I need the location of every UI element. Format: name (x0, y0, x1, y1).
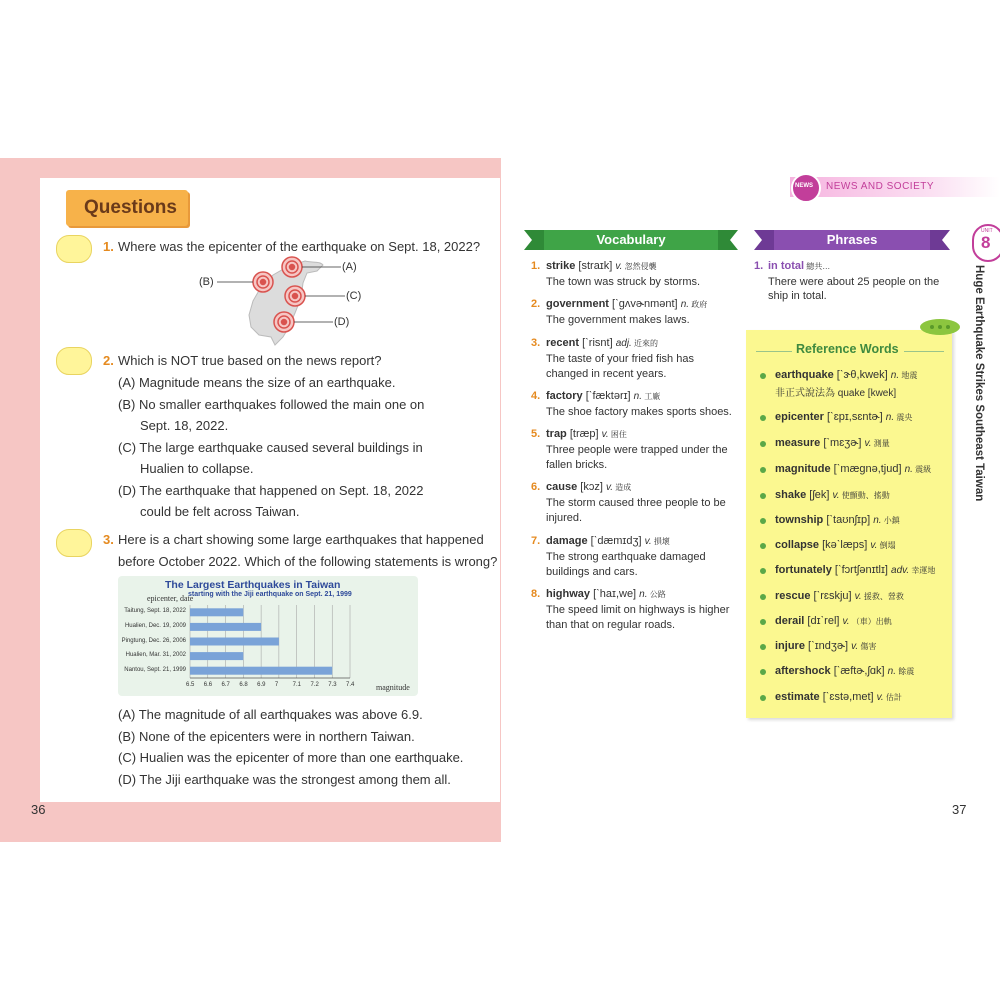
chart-tick-label: 7.2 (310, 682, 319, 688)
option-b-cont: Sept. 18, 2022. (140, 418, 229, 433)
chart-y-label: epicenter, date (147, 594, 194, 603)
phrase-example: ship in total. (768, 290, 827, 302)
vocab-number: 2. (531, 298, 541, 310)
chart-bar (190, 667, 332, 675)
chart-tick-label: 6.5 (186, 682, 195, 688)
leaf-icon (918, 316, 962, 338)
vocab-number: 7. (531, 535, 541, 547)
option-a: (A) The magnitude of all earthquakes was above 6.9. (118, 707, 423, 722)
category-label: NEWS AND SOCIETY (826, 181, 935, 192)
option-b: (B) No smaller earthquakes followed the main one on (118, 397, 425, 412)
question-number: 2. (103, 353, 114, 368)
vocab-entry: damage [ˋdæmɪdʒ] v. 損壞 (546, 535, 670, 547)
chart-bar (190, 638, 279, 646)
bullet-icon (760, 568, 766, 574)
chart-bar (190, 608, 243, 616)
vocab-entry: strike [straɪk] v. 忽然侵襲 (546, 260, 657, 272)
vocab-example: The speed limit on highways is higher (546, 604, 730, 616)
chart-bar (190, 623, 261, 631)
bullet-icon (760, 543, 766, 549)
phrases-header: Phrases (754, 230, 950, 250)
reference-word: aftershock [ˋæftɚ,ʃɑk] n. 餘震 (775, 665, 915, 677)
reference-word-note: 非正式說法為 quake [kwek] (775, 388, 897, 399)
vocab-example: Three people were trapped under the (546, 444, 728, 456)
option-c: (C) The large earthquake caused several buildings in (118, 440, 423, 455)
chart-tick-label: 6.9 (257, 682, 266, 688)
news-icon: NEWS (791, 173, 821, 203)
vocab-example: The town was struck by storms. (546, 276, 701, 288)
vocab-example: The taste of your fried fish has (546, 353, 694, 365)
divider (904, 351, 944, 352)
page-number-left: 36 (31, 802, 46, 817)
bullet-icon (760, 415, 766, 421)
chart-category-label: Taitung, Sept. 18, 2022 (124, 608, 186, 615)
bullet-icon (760, 441, 766, 447)
chart-tick-label: 7.3 (328, 682, 337, 688)
reference-word: epicenter [ˋɛpɪ,sɛntɚ] n. 震央 (775, 411, 913, 423)
chart-tick-label: 7.4 (346, 682, 355, 688)
page-number-right: 37 (952, 802, 967, 817)
vocab-example: injured. (546, 512, 583, 524)
question-text: Where was the epicenter of the earthquake on Sept. 18, 2022? (118, 239, 481, 254)
vocab-number: 4. (531, 390, 541, 402)
chart-tick-label: 6.8 (239, 682, 248, 688)
vocab-example: buildings and cars. (546, 566, 638, 578)
option-d-cont: could be felt across Taiwan. (140, 504, 300, 519)
reference-word: estimate [ˋɛstə,met] v. 估計 (775, 691, 902, 703)
question-number: 1. (103, 239, 114, 254)
vocab-example: fallen bricks. (546, 459, 608, 471)
vocab-entry: factory [ˋfæktərɪ] n. 工廠 (546, 390, 661, 402)
question-text: Which is NOT true based on the news report? (118, 353, 382, 368)
unit-badge (972, 224, 1000, 262)
vocab-example: The storm caused three people to be (546, 497, 726, 509)
option-b: (B) None of the epicenters were in northern Taiwan. (118, 729, 415, 744)
map-label-c: (C) (346, 290, 362, 302)
option-a: (A) Magnitude means the size of an earthquake. (118, 375, 396, 390)
vocab-example: changed in recent years. (546, 368, 667, 380)
reference-words-title: Reference Words (796, 342, 899, 356)
vocab-example: The shoe factory makes sports shoes. (546, 406, 732, 418)
chart-category-label: Hualien, Dec. 19, 2009 (124, 622, 186, 629)
reference-word: injure [ˋɪndʒɚ] v. 傷害 (775, 640, 877, 652)
reference-word: collapse [kəˋlæps] v. 倒塌 (775, 539, 896, 551)
reference-word: fortunately [ˋfɔrtʃənɪtlɪ] adv. 幸運地 (775, 564, 936, 576)
vocab-number: 3. (531, 337, 541, 349)
chart-x-label: magnitude (376, 683, 410, 692)
unit-label: UNIT (981, 228, 993, 234)
bullet-icon (760, 669, 766, 675)
chart-tick-label: 6.6 (203, 682, 213, 688)
bullet-icon (760, 695, 766, 701)
phrase-number: 1. (754, 260, 764, 272)
chart-subtitle: starting with the Jiji earthquake on Sept. 21, 1999 (188, 591, 352, 598)
vocab-example: The government makes laws. (546, 314, 690, 326)
phrase-entry: in total 總共… (768, 260, 831, 272)
chart-tick-label: 6.7 (221, 682, 230, 688)
bullet-icon (760, 467, 766, 473)
map-label-a: (A) (342, 261, 357, 273)
unit-number: 8 (981, 233, 991, 252)
chart-tick-label: 7.1 (292, 682, 301, 688)
bullet-icon (760, 594, 766, 600)
bullet-icon (760, 644, 766, 650)
vocab-entry: highway [ˋhaɪ,we] n. 公路 (546, 588, 666, 600)
vocab-number: 8. (531, 588, 541, 600)
chart-category-label: Pingtung, Dec. 26, 2006 (121, 637, 186, 644)
option-c: (C) Hualien was the epicenter of more than one earthquake. (118, 750, 464, 765)
divider (756, 351, 792, 352)
vocab-number: 5. (531, 428, 541, 440)
vocab-example: The strong earthquake damaged (546, 551, 706, 563)
bullet-icon (760, 518, 766, 524)
chart-category-label: Hualien, Mar. 31, 2002 (125, 652, 186, 659)
reference-word: township [ˋtaʊnʃɪp] n. 小鎮 (775, 514, 900, 526)
option-c-cont: Hualien to collapse. (140, 461, 254, 476)
vocab-entry: government [ˋɡʌvɚnmənt] n. 政府 (546, 298, 708, 310)
vocab-number: 6. (531, 481, 541, 493)
phrase-example: There were about 25 people on the (768, 276, 940, 288)
vocabulary-header: Vocabulary (524, 230, 738, 250)
reference-word: earthquake [ˋɝθ,kwek] n. 地震 (775, 369, 918, 381)
vocab-number: 1. (531, 260, 541, 272)
bullet-icon (760, 373, 766, 379)
map-label-d: (D) (334, 316, 350, 328)
option-d: (D) The Jiji earthquake was the strongest among them all. (118, 772, 451, 787)
vocab-entry: trap [træp] v. 困住 (546, 428, 627, 440)
question-number: 3. (103, 532, 114, 547)
reference-word: measure [ˋmɛʒɚ] v. 測量 (775, 437, 890, 449)
chart-title: The Largest Earthquakes in Taiwan (165, 579, 341, 591)
map-label-b: (B) (199, 276, 214, 288)
reference-word: magnitude [ˋmæɡnə,tjud] n. 震級 (775, 463, 932, 475)
question-text: Here is a chart showing some large earthquakes that happened (118, 532, 484, 547)
option-d: (D) The earthquake that happened on Sept. 18, 2022 (118, 483, 424, 498)
chart-tick-label: 7 (274, 682, 279, 688)
question-text-cont: before October 2022. Which of the following statements is wrong? (118, 554, 498, 569)
reference-word: shake [ʃek] v. 使顫動、搖動 (775, 489, 890, 501)
vocab-entry: cause [kɔz] v. 造成 (546, 481, 632, 493)
vocab-entry: recent [ˋrisnt] adj. 近來的 (546, 337, 659, 349)
vocab-example: than that on regular roads. (546, 619, 676, 631)
reference-word: rescue [ˋrɛskju] v. 援救、營救 (775, 590, 904, 602)
section-title: Questions (84, 197, 177, 218)
bullet-icon (760, 619, 766, 625)
chart-bar (190, 652, 243, 660)
chart-category-label: Nantou, Sept. 21, 1999 (124, 666, 186, 673)
reference-word: derail [dɪˋrel] v. （車）出軌 (775, 615, 892, 627)
bullet-icon (760, 493, 766, 499)
